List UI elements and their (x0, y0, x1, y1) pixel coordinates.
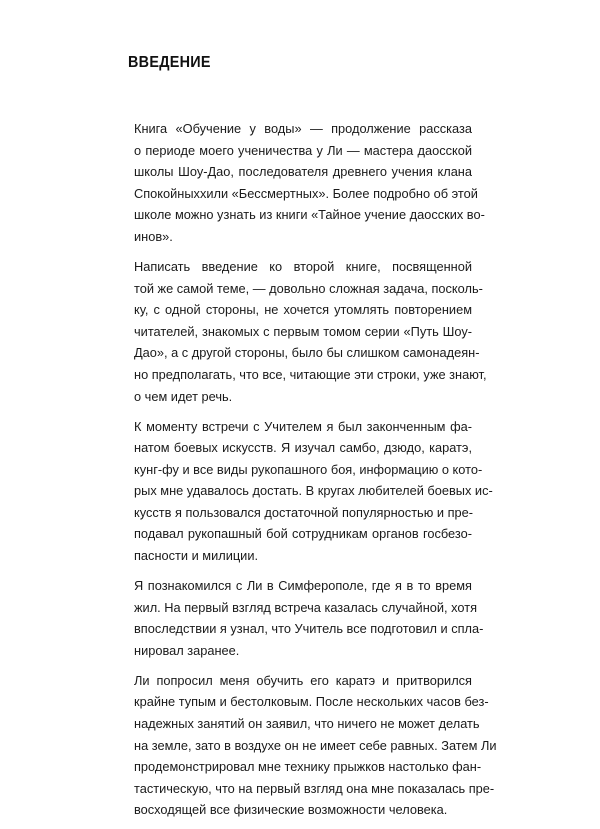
paragraph (117, 118, 485, 248)
text-line: жил. На первый взгляд встреча казалась случайной, хотя (134, 599, 478, 615)
text-line: К моменту встречи с Учителем я был законченным фа- (134, 418, 472, 434)
body-text (117, 118, 497, 829)
text-line: натом боевых искусств. Я изучал самбо, дзюдо, каратэ, (134, 440, 472, 456)
paragraph (117, 575, 484, 661)
text-line: восходящей все физические возможности человека. (134, 802, 448, 818)
text-line: Я познакомился с Ли в Симферополе, где я в то время (134, 578, 472, 594)
paragraph (117, 416, 493, 567)
text-line: той же самой теме, — довольно сложная задача, посколь- (134, 280, 483, 296)
paragraph (117, 256, 487, 407)
text-line: впоследствии я узнал, что Учитель все подготовил и спла- (134, 621, 484, 637)
text-line: пасности и милиции. (134, 548, 259, 564)
text-line: подавал рукопашный бой сотрудникам органов госбезо- (134, 526, 472, 542)
text-line: но предполагать, что все, читающие эти строки, уже знают, (134, 366, 487, 382)
text-line: о чем идет речь. (134, 388, 233, 404)
text-line: кусств я пользовался достаточной популярностью и пре- (134, 504, 473, 520)
text-line: надежных занятий он заявил, что ничего не может делать (134, 716, 480, 731)
text-line: школе можно узнать из книги «Тайное учение даосских во- (134, 207, 485, 223)
text-line: Дао», а с другой стороны, было бы слишком самонадеян- (134, 345, 480, 361)
text-line: Спокойныххили «Бессмертных». Более подробно об этой (134, 185, 478, 201)
text-line: ку, с одной стороны, не хочется утомлять повторением (134, 302, 472, 318)
text-line: читателей, знакомых с первым томом серии «Путь Шоу- (134, 323, 472, 339)
text-line: рых мне удавалось достать. В кругах любителей боевых ис- (134, 483, 493, 499)
text-line: продемонстрировал мне технику прыжков настолько фан- (134, 759, 482, 775)
text-line: инов». (134, 228, 173, 244)
chapter-heading: ВВЕДЕНИЕ (128, 54, 211, 71)
text-line: нировал заранее. (134, 642, 240, 658)
text-line: Книга «Обучение у воды» — продолжение рассказа (134, 121, 472, 136)
text-line: Написать введение ко второй книге, посвященной (134, 258, 472, 274)
text-line: на земле, зато в воздухе он не имеет себе равных. Затем Ли (134, 737, 497, 753)
text-line: крайне тупым и бестолковым. После нескольких часов без- (134, 694, 489, 710)
text-line: Ли попросил меня обучить его каратэ и притворился (134, 672, 472, 688)
text-line: кунг-фу и все виды рукопашного боя, информацию о кото- (134, 461, 483, 477)
paragraph (117, 670, 497, 821)
text-line: тастическую, что на первый взгляд она мне показалась пре- (134, 780, 495, 796)
text-line: школы Шоу-Дао, последователя древнего учения клана (134, 164, 472, 180)
text-line: о периоде моего ученичества у Ли — мастера даосской (134, 142, 472, 158)
